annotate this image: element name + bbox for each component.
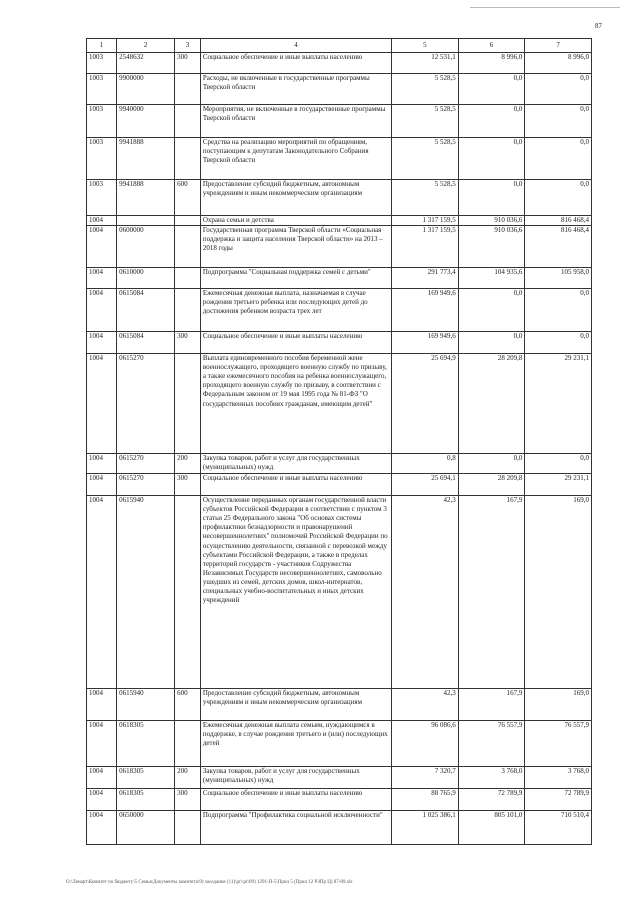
amount-year2-cell: 167,9 xyxy=(458,689,525,721)
target-article-cell: 0615270 xyxy=(117,454,175,474)
section-code-cell: 1004 xyxy=(87,811,117,845)
amount-year2-cell: 0,0 xyxy=(458,138,525,180)
section-code-cell: 1003 xyxy=(87,53,117,74)
amount-year1-cell: 291 773,4 xyxy=(392,268,459,289)
amount-year2-cell: 104 935,6 xyxy=(458,268,525,289)
section-code-cell: 1003 xyxy=(87,138,117,180)
item-name-cell: Государственная программа Тверской области «Социальная поддержка и защита населения Тверской области» на 2013 – 2018 годы xyxy=(200,226,391,268)
item-name-cell: Закупка товаров, работ и услуг для государственных (муниципальных) нужд xyxy=(200,767,391,789)
target-article-cell: 0615084 xyxy=(117,289,175,332)
table-body xyxy=(87,53,592,845)
amount-year3-cell: 816 468,4 xyxy=(525,226,592,268)
amount-year3-cell: 72 789,9 xyxy=(525,789,592,811)
amount-year3-cell: 29 231,1 xyxy=(525,354,592,454)
expense-type-cell xyxy=(175,105,201,138)
table-row xyxy=(87,811,592,845)
amount-year1-cell: 5 528,5 xyxy=(392,138,459,180)
target-article-cell: 0615940 xyxy=(117,689,175,721)
section-code-cell: 1004 xyxy=(87,226,117,268)
expense-type-cell xyxy=(175,811,201,845)
item-name-cell: Выплата единовременного пособия беременной жене военнослужащего, проходящего военную службу по призыву, а также ежемесячного пособия на ребенка военнослужащего, проходящего военную службу по призыву, в соответствии с Федеральным законом от 19 мая 1995 года № 81-ФЗ "О государственных пособиях гражданам, имеющим детей" xyxy=(200,354,391,454)
item-name-cell: Социальное обеспечение и иные выплаты населению xyxy=(200,789,391,811)
table-row xyxy=(87,789,592,811)
amount-year3-cell: 816 468,4 xyxy=(525,216,592,226)
amount-year1-cell: 5 528,5 xyxy=(392,105,459,138)
section-code-cell: 1004 xyxy=(87,289,117,332)
amount-year3-cell: 105 958,0 xyxy=(525,268,592,289)
amount-year1-cell: 1 025 386,1 xyxy=(392,811,459,845)
page-number: 87 xyxy=(595,22,602,30)
section-code-cell: 1004 xyxy=(87,216,117,226)
target-article-cell xyxy=(117,216,175,226)
amount-year3-cell: 169,0 xyxy=(525,689,592,721)
amount-year2-cell: 8 996,0 xyxy=(458,53,525,74)
amount-year2-cell: 76 557,9 xyxy=(458,721,525,767)
column-header: 1 xyxy=(87,39,117,53)
amount-year2-cell: 72 789,9 xyxy=(458,789,525,811)
amount-year2-cell: 28 209,8 xyxy=(458,354,525,454)
amount-year1-cell: 42,3 xyxy=(392,496,459,689)
amount-year3-cell: 0,0 xyxy=(525,289,592,332)
table-row xyxy=(87,53,592,74)
amount-year2-cell: 0,0 xyxy=(458,332,525,354)
expense-type-cell: 300 xyxy=(175,474,201,496)
amount-year3-cell: 710 510,4 xyxy=(525,811,592,845)
target-article-cell: 0600000 xyxy=(117,226,175,268)
column-header: 7 xyxy=(525,39,592,53)
amount-year2-cell: 167,9 xyxy=(458,496,525,689)
table-row xyxy=(87,496,592,689)
expense-type-cell: 300 xyxy=(175,789,201,811)
section-code-cell: 1004 xyxy=(87,767,117,789)
amount-year1-cell: 25 694,9 xyxy=(392,354,459,454)
item-name-cell: Социальное обеспечение и иные выплаты населению xyxy=(200,474,391,496)
amount-year1-cell: 96 086,6 xyxy=(392,721,459,767)
expense-type-cell: 200 xyxy=(175,767,201,789)
header-row xyxy=(87,39,592,53)
amount-year3-cell: 8 996,0 xyxy=(525,53,592,74)
amount-year2-cell: 910 036,6 xyxy=(458,216,525,226)
item-name-cell: Ежемесячная денежная выплата, назначаемая в случае рождения третьего ребенка или последующих детей до достижения ребенком возраста трех лет xyxy=(200,289,391,332)
target-article-cell: 0615084 xyxy=(117,332,175,354)
section-code-cell: 1003 xyxy=(87,105,117,138)
amount-year3-cell: 3 768,0 xyxy=(525,767,592,789)
column-header: 4 xyxy=(200,39,391,53)
target-article-cell: 0618305 xyxy=(117,721,175,767)
target-article-cell: 2548632 xyxy=(117,53,175,74)
item-name-cell: Подпрограмма "Социальная поддержка семей с детьми" xyxy=(200,268,391,289)
target-article-cell: 9900000 xyxy=(117,74,175,105)
expense-type-cell xyxy=(175,216,201,226)
expense-type-cell xyxy=(175,496,201,689)
amount-year2-cell: 0,0 xyxy=(458,454,525,474)
table-row xyxy=(87,268,592,289)
item-name-cell: Социальное обеспечение и иные выплаты населению xyxy=(200,332,391,354)
item-name-cell: Ежемесячная денежная выплата семьям, нуждающимся в поддержке, в случае рождения третьего и (или) последующих детей xyxy=(200,721,391,767)
item-name-cell: Предоставление субсидий бюджетным, автономным учреждениям и иным некоммерческим организациям xyxy=(200,180,391,216)
amount-year1-cell: 5 528,5 xyxy=(392,74,459,105)
item-name-cell: Осуществление переданных органам государственной власти субъектов Российской Федерации в соответствии с пунктом 3 статьи 25 Федерального закона "Об основах системы профилактики безнадзорности и правонарушений несовершеннолетних" полномочий Российской Федерации по осуществлению деятельности, связанной с перевозкой между субъектами Российской Федерации, а также в пределах территорий государств - участников Содружества Независимых Государств несовершеннолетних, самовольно ушедших из семей, детских домов, школ-интернатов, специальных учебно-воспитательных и иных детских учреждений xyxy=(200,496,391,689)
table-row xyxy=(87,689,592,721)
table-row xyxy=(87,332,592,354)
amount-year3-cell: 29 231,1 xyxy=(525,474,592,496)
amount-year1-cell: 25 694,1 xyxy=(392,474,459,496)
item-name-cell: Предоставление субсидий бюджетным, автономным учреждениям и иным некоммерческим организациям xyxy=(200,689,391,721)
expense-type-cell xyxy=(175,74,201,105)
section-code-cell: 1004 xyxy=(87,454,117,474)
item-name-cell: Социальное обеспечение и иные выплаты населению xyxy=(200,53,391,74)
expense-type-cell: 600 xyxy=(175,180,201,216)
amount-year3-cell: 0,0 xyxy=(525,105,592,138)
expense-type-cell xyxy=(175,354,201,454)
amount-year3-cell: 0,0 xyxy=(525,454,592,474)
section-code-cell: 1004 xyxy=(87,789,117,811)
column-header: 6 xyxy=(458,39,525,53)
amount-year3-cell: 76 557,9 xyxy=(525,721,592,767)
expense-type-cell xyxy=(175,226,201,268)
table-row xyxy=(87,226,592,268)
table-row xyxy=(87,767,592,789)
table-row xyxy=(87,289,592,332)
table-row xyxy=(87,454,592,474)
expense-type-cell xyxy=(175,268,201,289)
amount-year1-cell: 12 531,1 xyxy=(392,53,459,74)
table-row xyxy=(87,216,592,226)
target-article-cell: 9940000 xyxy=(117,105,175,138)
item-name-cell: Мероприятия, не включенные в государственные программы Тверской области xyxy=(200,105,391,138)
target-article-cell: 0650000 xyxy=(117,811,175,845)
budget-table xyxy=(86,38,592,845)
column-header: 3 xyxy=(175,39,201,53)
amount-year3-cell: 0,0 xyxy=(525,74,592,105)
amount-year1-cell: 7 320,7 xyxy=(392,767,459,789)
section-code-cell: 1003 xyxy=(87,74,117,105)
amount-year2-cell: 0,0 xyxy=(458,180,525,216)
amount-year2-cell: 28 209,8 xyxy=(458,474,525,496)
section-code-cell: 1004 xyxy=(87,474,117,496)
expense-type-cell xyxy=(175,138,201,180)
target-article-cell: 0615270 xyxy=(117,354,175,454)
amount-year2-cell: 3 768,0 xyxy=(458,767,525,789)
target-article-cell: 0610000 xyxy=(117,268,175,289)
amount-year2-cell: 0,0 xyxy=(458,105,525,138)
target-article-cell: 0615270 xyxy=(117,474,175,496)
amount-year2-cell: 0,0 xyxy=(458,289,525,332)
amount-year2-cell: 910 036,6 xyxy=(458,226,525,268)
table-row xyxy=(87,138,592,180)
amount-year1-cell: 0,8 xyxy=(392,454,459,474)
item-name-cell: Расходы, не включенные в государственные программы Тверской области xyxy=(200,74,391,105)
amount-year3-cell: 0,0 xyxy=(525,332,592,354)
item-name-cell: Средства на реализацию мероприятий по обращениям, поступающим к депутатам Законодательного Собрания Тверской области xyxy=(200,138,391,180)
top-rule xyxy=(470,7,620,8)
section-code-cell: 1003 xyxy=(87,180,117,216)
column-header: 5 xyxy=(392,39,459,53)
target-article-cell: 0615940 xyxy=(117,496,175,689)
expense-type-cell xyxy=(175,289,201,332)
section-code-cell: 1004 xyxy=(87,332,117,354)
target-article-cell: 0618305 xyxy=(117,789,175,811)
amount-year3-cell: 169,0 xyxy=(525,496,592,689)
amount-year1-cell: 5 528,5 xyxy=(392,180,459,216)
table-row xyxy=(87,105,592,138)
amount-year1-cell: 1 317 159,5 xyxy=(392,216,459,226)
expense-type-cell: 200 xyxy=(175,454,201,474)
amount-year3-cell: 0,0 xyxy=(525,180,592,216)
section-code-cell: 1004 xyxy=(87,689,117,721)
amount-year1-cell: 88 765,9 xyxy=(392,789,459,811)
amount-year1-cell: 169 949,6 xyxy=(392,289,459,332)
item-name-cell: Закупка товаров, работ и услуг для государственных (муниципальных) нужд xyxy=(200,454,391,474)
table-row xyxy=(87,180,592,216)
target-article-cell: 0618305 xyxy=(117,767,175,789)
expense-type-cell xyxy=(175,721,201,767)
amount-year2-cell: 0,0 xyxy=(458,74,525,105)
file-path-footer: O:\Ленарт\Комитет по бюджету\5 Семья\Документы комитета\9) заседание (11)\pr\\pr\09) 1291-П-5\Прил 5 (Прил 12 РЗПр Ц) 87-89.xls xyxy=(66,880,353,885)
target-article-cell: 9941888 xyxy=(117,180,175,216)
section-code-cell: 1004 xyxy=(87,268,117,289)
amount-year2-cell: 805 101,0 xyxy=(458,811,525,845)
expense-type-cell: 600 xyxy=(175,689,201,721)
amount-year1-cell: 169 949,6 xyxy=(392,332,459,354)
amount-year3-cell: 0,0 xyxy=(525,138,592,180)
section-code-cell: 1004 xyxy=(87,354,117,454)
table-row xyxy=(87,74,592,105)
section-code-cell: 1004 xyxy=(87,496,117,689)
amount-year1-cell: 42,3 xyxy=(392,689,459,721)
table-row xyxy=(87,354,592,454)
expense-type-cell: 300 xyxy=(175,53,201,74)
amount-year1-cell: 1 317 159,5 xyxy=(392,226,459,268)
column-header: 2 xyxy=(117,39,175,53)
section-code-cell: 1004 xyxy=(87,721,117,767)
expense-type-cell: 300 xyxy=(175,332,201,354)
item-name-cell: Охрана семьи и детства xyxy=(200,216,391,226)
table-row xyxy=(87,721,592,767)
target-article-cell: 9941888 xyxy=(117,138,175,180)
item-name-cell: Подпрограмма "Профилактика социальной исключенности" xyxy=(200,811,391,845)
table-row xyxy=(87,474,592,496)
